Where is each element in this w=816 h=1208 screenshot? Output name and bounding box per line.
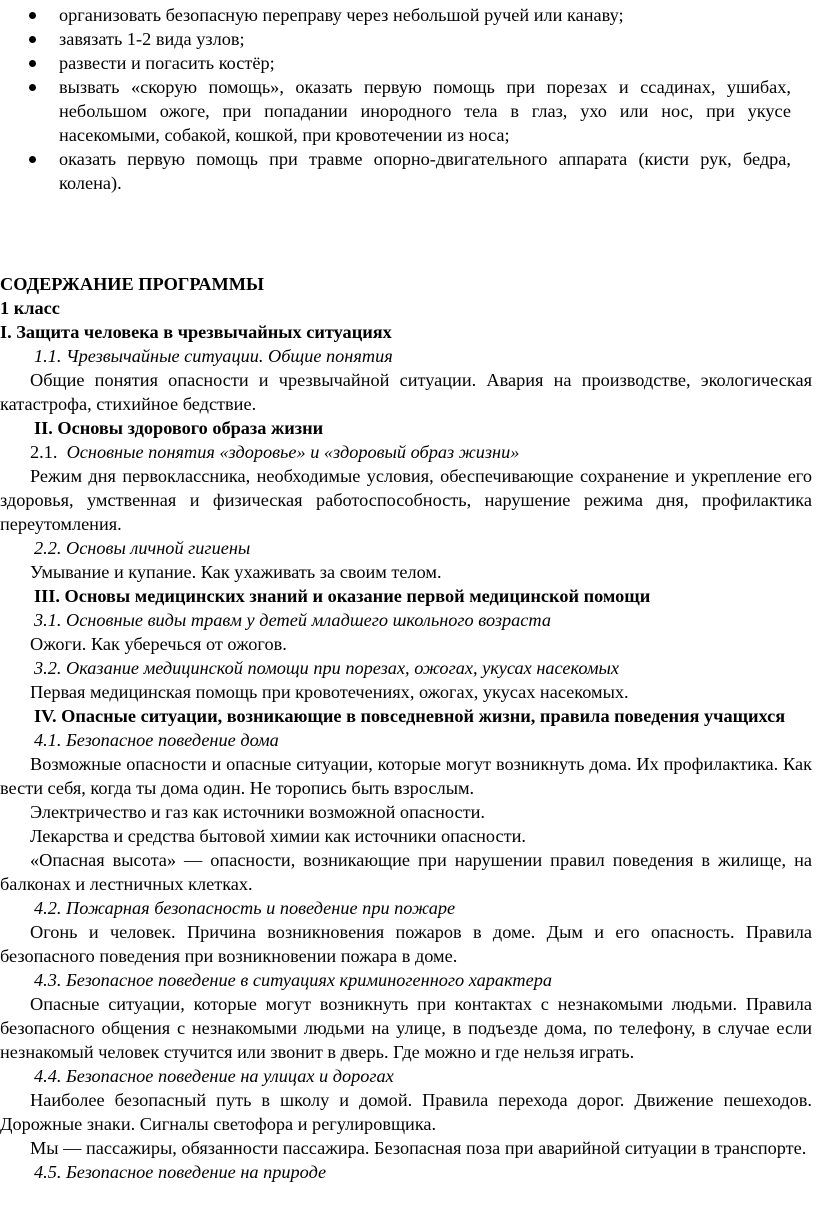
subsection-3-2-text: Первая медицинская помощь при кровотечениях, ожогах, укусах насекомых. xyxy=(30,682,629,702)
bullet-dot-icon xyxy=(29,60,36,67)
subsection-2-2-title: 2.2. Основы личной гигиены xyxy=(34,538,251,558)
subsection-4-1-text-a: Возможные опасности и опасные ситуации, которые могут возникнуть дома. Их профилактика. Как вести себя, когда ты дома один. Не торопись быть взрослым. xyxy=(0,754,812,798)
bullet-dot-icon xyxy=(29,84,36,91)
subsection-4-4-text-a: Наиболее безопасный путь в школу и домой. Правила перехода дорог. Движение пешеходов. Дорожные знаки. Сигналы светофора и регулировщика. xyxy=(0,1090,812,1134)
subsection-4-3-title: 4.3. Безопасное поведение в ситуациях криминогенного характера xyxy=(34,970,552,990)
subsection-4-2-text: Огонь и человек. Причина возникновения пожаров в доме. Дым и его опасность. Правила безопасного поведения при возникновении пожара в доме. xyxy=(0,922,812,966)
program-content xyxy=(0,272,812,1184)
subsection-4-2-title: 4.2. Пожарная безопасность и поведение при пожаре xyxy=(34,898,456,918)
subsection-4-3-text: Опасные ситуации, которые могут возникнуть при контактах с незнакомыми людьми. Правила безопасного общения с незнакомыми людьми на улице, в подъезде дома, по телефону, в случае если незнакомый человек стучится или звонит в дверь. Где можно и где нельзя играть. xyxy=(0,994,812,1062)
bullet-dot-icon xyxy=(29,156,36,163)
skills-bullet-list xyxy=(25,3,791,195)
section-3-title: III. Основы медицинских знаний и оказание первой медицинской помощи xyxy=(34,586,651,606)
subsection-2-1-title: 2.1. Основные понятия «здоровье» и «здоровый образ жизни» xyxy=(30,442,520,462)
subsection-1-1-text: Общие понятия опасности и чрезвычайной ситуации. Авария на производстве, экологическая катастрофа, стихийное бедствие. xyxy=(0,370,812,414)
bullet-item: организовать безопасную переправу через небольшой ручей или канаву; xyxy=(25,3,791,27)
subsection-2-2-text: Умывание и купание. Как ухаживать за своим телом. xyxy=(30,562,442,582)
grade-heading: 1 класс xyxy=(0,298,60,318)
subsection-1-1-title: 1.1. Чрезвычайные ситуации. Общие понятия xyxy=(34,346,393,366)
subsection-4-4-title: 4.4. Безопасное поведение на улицах и дорогах xyxy=(34,1066,394,1086)
subsection-4-1-title: 4.1. Безопасное поведение дома xyxy=(34,730,279,750)
section-2-title: II. Основы здорового образа жизни xyxy=(34,418,324,438)
bullet-item: оказать первую помощь при травме опорно-двигательного аппарата (кисти рук, бедра, колена). xyxy=(25,147,791,195)
subsection-4-5-title: 4.5. Безопасное поведение на природе xyxy=(34,1162,327,1182)
subsection-2-1-text: Режим дня первоклассника, необходимые условия, обеспечивающие сохранение и укрепление его здоровья, умственная и физическая работоспособность, нарушение режима дня, профилактика переутомления. xyxy=(0,466,812,534)
bullet-item: завязать 1-2 вида узлов; xyxy=(25,27,791,51)
section-4-title: IV. Опасные ситуации, возникающие в повседневной жизни, правила поведения учащихся xyxy=(34,706,786,726)
bullet-dot-icon xyxy=(29,36,36,43)
subsection-4-4-text-b: Мы — пассажиры, обязанности пассажира. Безопасная поза при аварийной ситуации в транспорте. xyxy=(30,1138,807,1158)
bullet-dot-icon xyxy=(29,12,36,19)
subsection-3-1-title: 3.1. Основные виды травм у детей младшего школьного возраста xyxy=(34,610,551,630)
section-1-title: I. Защита человека в чрезвычайных ситуациях xyxy=(0,322,392,342)
subsection-4-1-text-d: «Опасная высота» — опасности, возникающие при нарушении правил поведения в жилище, на балконах и лестничных клетках. xyxy=(0,850,812,894)
bullet-item: вызвать «скорую помощь», оказать первую помощь при порезах и ссадинах, ушибах, небольшом ожоге, при попадании инородного тела в глаз, ухо или нос, при укусе насекомыми, собакой, кошкой, при кровотечении из носа; xyxy=(25,75,791,147)
bullet-item: развести и погасить костёр; xyxy=(25,51,791,75)
subsection-3-1-text: Ожоги. Как уберечься от ожогов. xyxy=(30,634,287,654)
program-title: СОДЕРЖАНИЕ ПРОГРАММЫ xyxy=(0,274,264,294)
subsection-4-1-text-c: Лекарства и средства бытовой химии как источники опасности. xyxy=(30,826,526,846)
subsection-4-1-text-b: Электричество и газ как источники возможной опасности. xyxy=(30,802,485,822)
subsection-3-2-title: 3.2. Оказание медицинской помощи при порезах, ожогах, укусах насекомых xyxy=(34,658,620,678)
